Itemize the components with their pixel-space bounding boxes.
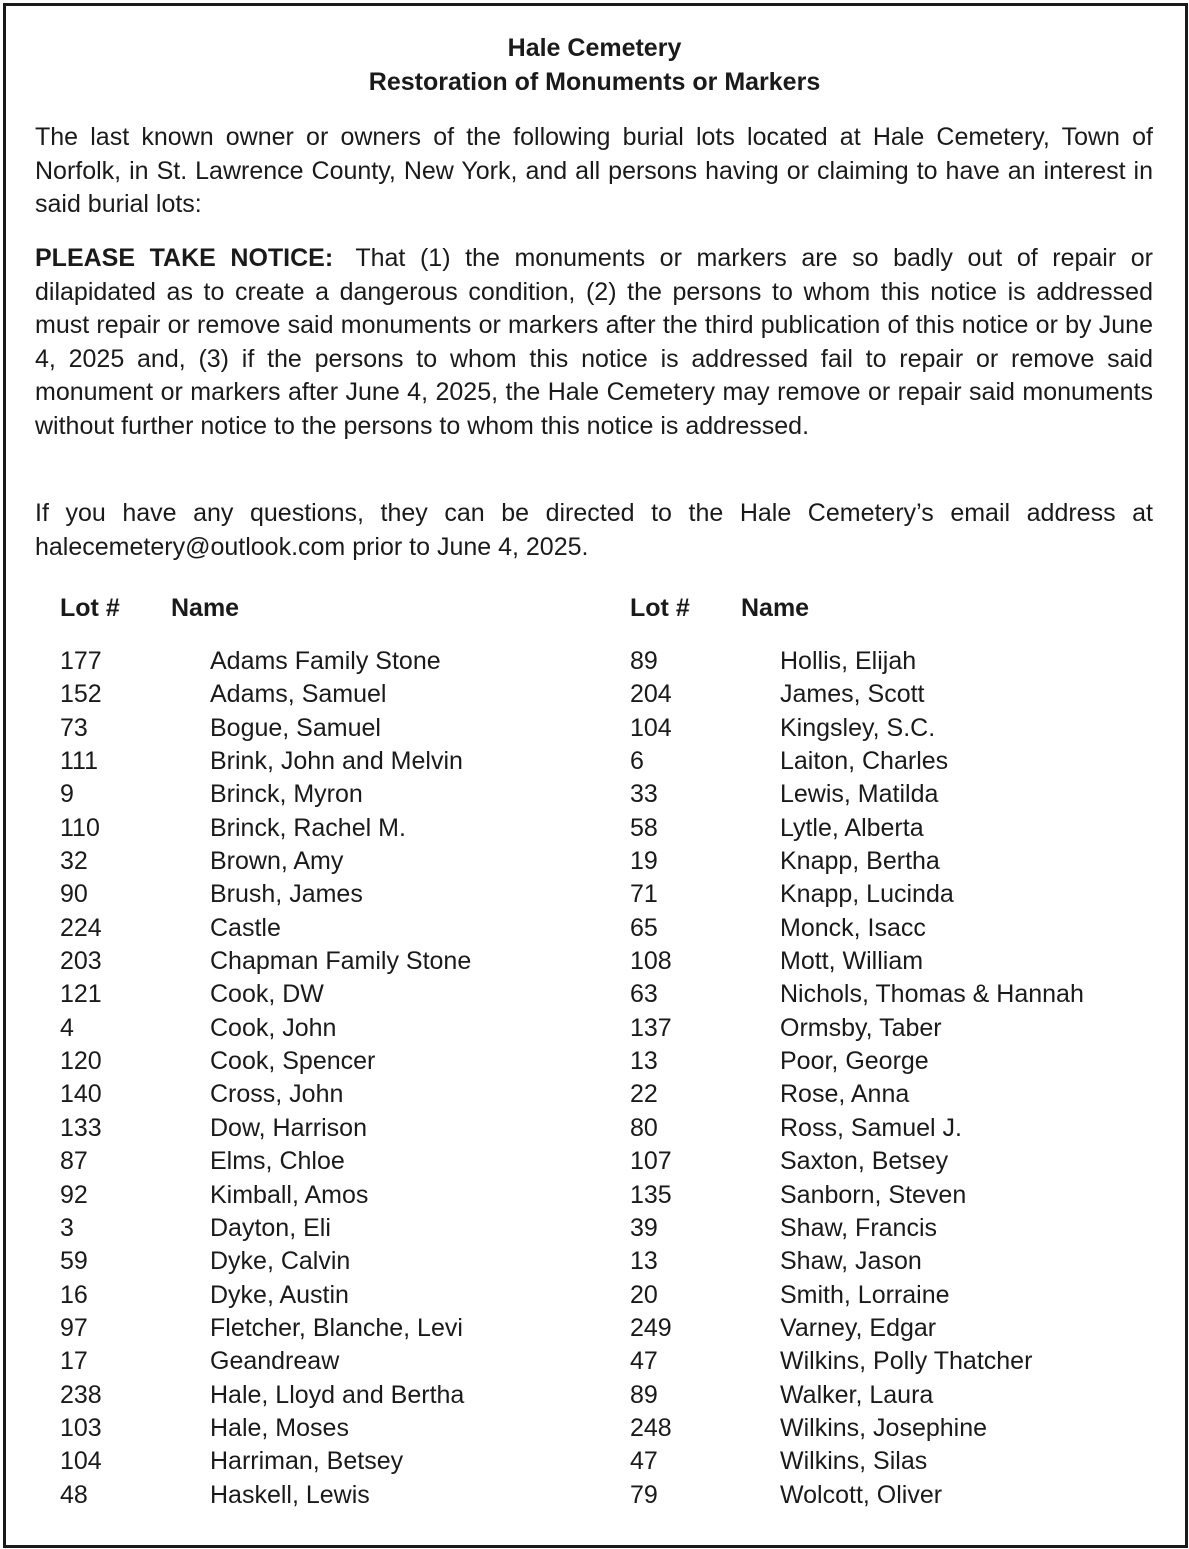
lot-row [60,645,580,678]
lot-owner-name: Harriman, Betsey [210,1447,404,1476]
lot-number: 59 [60,1247,88,1276]
lot-number: 177 [60,647,102,675]
lot-number: 108 [630,947,672,976]
lot-owner-name: Brown, Amy [210,847,344,876]
lot-row [630,1112,1170,1145]
lot-owner-name: Castle [210,913,281,942]
lot-owner-name: Dayton, Eli [210,1213,331,1242]
lot-number: 47 [630,1447,658,1476]
lot-row [630,1279,1170,1312]
lot-row [60,945,580,978]
lot-number: 103 [60,1413,102,1442]
notice-title: Hale Cemetery [507,34,682,62]
lot-row [60,1112,580,1145]
lot-number: 203 [60,947,102,976]
lot-row [630,1012,1170,1045]
lot-number: 137 [630,1013,672,1042]
lot-number: 22 [630,1080,658,1109]
lot-owner-name: Varney, Edgar [780,1313,937,1342]
lot-number: 13 [630,1047,658,1076]
lot-row [60,845,580,878]
lot-owner-name: Cook, Spencer [210,1047,376,1076]
lot-owner-name: Shaw, Jason [780,1247,922,1276]
lot-owner-name: Dow, Harrison [210,1113,367,1142]
lot-row [60,1345,580,1378]
lot-number: 58 [630,813,658,842]
left-lot-list [60,645,580,1512]
lot-owner-name: Fletcher, Blanche, Levi [210,1313,463,1342]
lot-owner-name: Lytle, Alberta [780,813,924,842]
lot-row [60,1179,580,1212]
lot-owner-name: Dyke, Austin [210,1280,349,1309]
lot-row [60,1279,580,1312]
lot-owner-name: Walker, Laura [780,1380,934,1409]
lot-owner-name: Adams, Samuel [210,680,387,709]
lot-row [60,1445,580,1478]
lot-number: 13 [630,1247,658,1276]
lot-owner-name: Haskell, Lewis [210,1480,370,1509]
lot-number: 19 [630,847,658,876]
lot-number: 87 [60,1147,88,1176]
lot-row [60,912,580,945]
lot-number: 97 [60,1313,88,1342]
lot-owner-name: Adams Family Stone [210,647,441,675]
lot-number: 133 [60,1113,102,1142]
lot-number: 89 [630,1380,658,1409]
lot-row [630,1078,1170,1111]
lot-row [60,1145,580,1178]
lot-owner-name: Wilkins, Polly Thatcher [780,1347,1033,1376]
lot-owner-name: Dyke, Calvin [210,1247,351,1276]
left-name-header: Name [171,594,240,622]
lot-owner-name: Elms, Chloe [210,1147,345,1176]
lot-row [60,1078,580,1111]
lot-owner-name: Wilkins, Silas [780,1447,928,1476]
notice-paragraph [35,242,1153,443]
notice-text: That (1) the monuments or markers are so badly out of repair or dilapidated as to create a dangerous condition, (2) the persons to whom this notice is addressed must repair or remove said monuments or markers after the third publication of this notice or by June 4, 2025 and, (3) if the persons to whom this notice is addressed fail to repair or remove said monument or markers after June 4, 2025, the Hale Cemetery may remove or repair said monuments without further notice to the persons to whom this notice is addressed. [35,244,1154,440]
lot-row [60,712,580,745]
lot-number: 107 [630,1147,672,1176]
lot-owner-name: Monck, Isacc [780,913,926,942]
lot-number: 3 [60,1213,74,1242]
lot-number: 104 [630,713,672,742]
lot-number: 120 [60,1047,102,1076]
lot-row [60,1479,580,1512]
lot-row [630,845,1170,878]
right-lot-list [630,645,1170,1512]
lot-row [60,1379,580,1412]
lot-owner-name: Poor, George [780,1047,929,1076]
lot-row [60,978,580,1011]
lot-row [630,912,1170,945]
lot-number: 73 [60,713,88,742]
lot-number: 65 [630,913,658,942]
lot-number: 152 [60,680,102,709]
left-lot-header: Lot # [60,594,120,622]
lot-row [60,1012,580,1045]
lot-owner-name: Hale, Lloyd and Bertha [210,1380,465,1409]
lot-owner-name: Shaw, Francis [780,1213,938,1242]
lot-row [630,1379,1170,1412]
lot-owner-name: Laiton, Charles [780,747,949,776]
lot-number: 89 [630,647,658,675]
lot-number: 33 [630,780,658,809]
lot-owner-name: Knapp, Bertha [780,847,940,876]
lot-row [630,1179,1170,1212]
lot-owner-name: Ross, Samuel J. [780,1113,963,1142]
notice-label: PLEASE TAKE NOTICE: [35,244,334,272]
lot-row [630,1445,1170,1478]
lot-owner-name: Kingsley, S.C. [780,713,936,742]
lot-row [630,1412,1170,1445]
lot-number: 135 [630,1180,672,1209]
lot-number: 79 [630,1480,658,1509]
lot-number: 110 [60,813,100,842]
lot-owner-name: Cook, DW [210,980,324,1009]
lot-owner-name: Brinck, Myron [210,780,363,809]
lot-number: 16 [60,1280,88,1309]
lot-owner-name: Lewis, Matilda [780,780,939,809]
lot-owner-name: Kimball, Amos [210,1180,369,1209]
lot-number: 140 [60,1080,102,1109]
lot-owner-name: Brinck, Rachel M. [210,813,406,842]
contact-paragraph: If you have any questions, they can be directed to the Hale Cemetery’s email address at halecemetery@outlook.com prior to June 4, 2025. [35,499,1153,561]
lot-number: 47 [630,1347,658,1376]
lot-row [60,745,580,778]
lot-owner-name: Knapp, Lucinda [780,880,954,909]
lot-row [630,745,1170,778]
lot-row [630,1212,1170,1245]
lot-number: 249 [630,1313,672,1342]
lot-number: 4 [60,1013,74,1042]
lot-owner-name: Hollis, Elijah [780,647,917,675]
lot-number: 39 [630,1213,658,1242]
notice-subtitle: Restoration of Monuments or Markers [368,68,821,96]
lot-owner-name: Bogue, Samuel [210,713,381,742]
lot-number: 92 [60,1180,88,1209]
lot-number: 104 [60,1447,102,1476]
lot-owner-name: Sanborn, Steven [780,1180,967,1209]
lot-number: 20 [630,1280,658,1309]
lot-number: 32 [60,847,88,876]
right-name-header: Name [741,594,810,622]
lot-row [630,1312,1170,1345]
lot-row [630,978,1170,1011]
lot-owner-name: Brink, John and Melvin [210,747,463,776]
lot-owner-name: Mott, William [780,947,924,976]
lot-number: 90 [60,880,88,909]
lot-row [60,878,580,911]
lot-number: 63 [630,980,658,1009]
lot-owner-name: Wolcott, Oliver [780,1480,943,1509]
lot-row [630,1245,1170,1278]
lot-row [60,778,580,811]
lot-owner-name: Wilkins, Josephine [780,1413,988,1442]
lot-row [60,1045,580,1078]
lot-row [60,1412,580,1445]
lot-number: 71 [630,880,658,909]
lot-row [630,812,1170,845]
lot-row [630,1479,1170,1512]
lot-owner-name: Brush, James [210,880,363,909]
right-lot-header: Lot # [630,594,690,622]
lot-row [630,1345,1170,1378]
lot-owner-name: Chapman Family Stone [210,947,472,976]
lot-row [60,1312,580,1345]
lot-row [60,812,580,845]
lot-row [630,645,1170,678]
lot-owner-name: Smith, Lorraine [780,1280,950,1309]
lot-number: 121 [60,980,102,1009]
lot-row [60,1245,580,1278]
lot-row [60,678,580,711]
lot-number: 17 [60,1347,88,1376]
lot-number: 6 [630,747,644,776]
lot-owner-name: Geandreaw [210,1347,340,1376]
lot-row [630,778,1170,811]
lot-number: 248 [630,1413,672,1442]
lot-number: 224 [60,913,102,942]
lot-row [630,1045,1170,1078]
lot-owner-name: Cook, John [210,1013,337,1042]
lot-owner-name: Saxton, Betsey [780,1147,949,1176]
lot-row [630,678,1170,711]
lot-number: 238 [60,1380,102,1409]
lot-number: 204 [630,680,672,709]
lot-row [630,712,1170,745]
intro-paragraph: The last known owner or owners of the following burial lots located at Hale Cemetery, Town of Norfolk, in St. Lawrence County, New York, and all persons having or claiming to have an interest in said burial lots: [35,123,1153,218]
lot-row [630,945,1170,978]
lot-row [630,1145,1170,1178]
lot-row [60,1212,580,1245]
lot-owner-name: James, Scott [780,680,925,709]
lot-number: 80 [630,1113,658,1142]
lot-number: 111 [60,747,99,776]
lot-owner-name: Hale, Moses [210,1413,349,1442]
lot-owner-name: Rose, Anna [780,1080,910,1109]
lot-owner-name: Cross, John [210,1080,344,1109]
lot-owner-name: Nichols, Thomas & Hannah [780,980,1084,1009]
lot-row [630,878,1170,911]
lot-number: 9 [60,780,74,809]
lot-owner-name: Ormsby, Taber [780,1013,942,1042]
lot-number: 48 [60,1480,88,1509]
